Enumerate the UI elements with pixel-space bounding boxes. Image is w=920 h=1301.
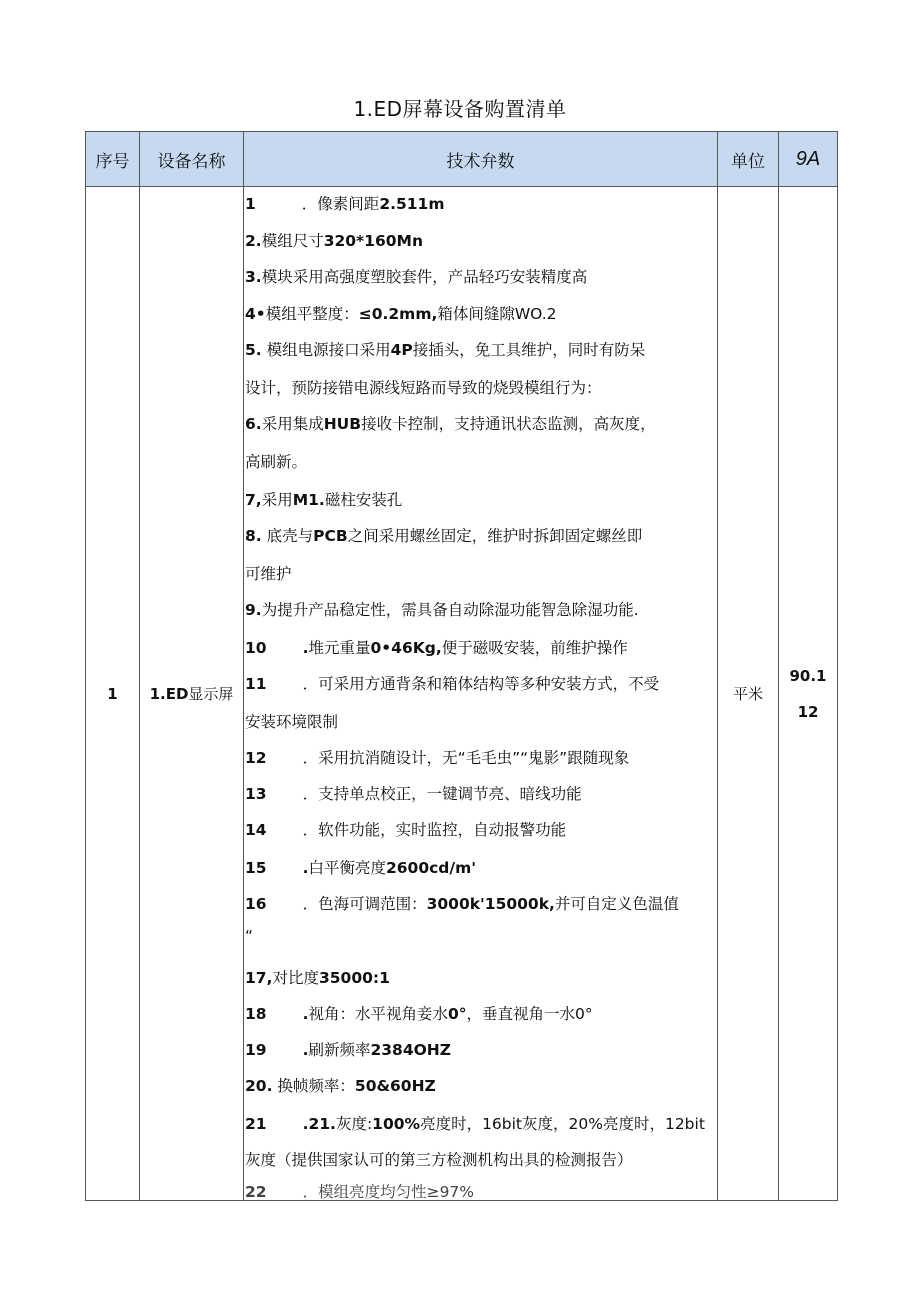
spec-line-value: ≤0.2mm,	[358, 305, 438, 323]
spec-line	[245, 563, 292, 585]
spec-line	[245, 857, 476, 879]
spec-line-text: 换帧频率：	[272, 1077, 355, 1095]
spec-line-number: 16	[245, 895, 267, 913]
spec-line-number: 14	[245, 821, 267, 839]
spec-line	[245, 525, 642, 547]
spec-line-text: ．可采用方通背条和箱体结构等多种安装方式，不受	[302, 675, 660, 693]
spec-line-number: 5.	[245, 341, 262, 359]
spec-line-text: 为提升产品稳定性，需具备自动除湿功能智急除湿功能.	[261, 601, 639, 619]
spec-line	[245, 266, 587, 288]
spec-line-tail: ，垂直视角一水0°	[466, 1005, 593, 1023]
spec-line-text: 设计，预防接错电源线短路而导致的烧毁模组行为：	[245, 379, 602, 397]
spec-line-number: 9.	[245, 601, 262, 619]
spec-line-number: 21	[245, 1115, 267, 1133]
spec-line-prefix: .21.	[302, 1115, 336, 1133]
spec-line	[245, 1181, 474, 1200]
qty-line-1: 90.1	[789, 666, 827, 685]
spec-line-text: 采用	[261, 491, 293, 509]
spec-line-number: 1	[245, 195, 256, 213]
spec-line	[245, 230, 423, 252]
spec-line	[245, 747, 629, 769]
spec-line-text: 采用集成	[261, 415, 324, 433]
spec-line-text: ．色海可调范围：	[302, 895, 427, 913]
header-unit: 单位	[718, 132, 779, 187]
spec-line-prefix: .	[302, 1005, 309, 1023]
spec-line-tail: 接收卡控制，支持通讯状态监测，高灰度，	[361, 415, 656, 433]
spec-line-number: 7,	[245, 491, 262, 509]
spec-line	[245, 893, 679, 915]
spec-line-value: 35000:1	[318, 969, 390, 987]
cell-name	[140, 187, 244, 1201]
spec-line-value: M1.	[292, 491, 325, 509]
spec-line-value: HUB	[323, 415, 362, 433]
spec-line-text: 模块采用高强度塑胶套件，产品轻巧安装精度高	[261, 268, 588, 286]
cell-qty	[779, 187, 838, 1201]
spec-line-number: 12	[245, 749, 267, 767]
spec-line	[245, 377, 602, 399]
spec-line	[245, 1039, 451, 1061]
spec-line-number: 13	[245, 785, 267, 803]
spec-line-text: 灰度（提供国家认可的第三方检测机构出具的检测报告）	[245, 1151, 633, 1169]
spec-line-value: 2600cd/m'	[385, 859, 476, 877]
spec-line-text: ．软件功能，实时监控，自动报警功能	[302, 821, 567, 839]
spec-line-text: 灰度:	[335, 1115, 373, 1133]
spec-line-text: ．采用抗消随设计，无“毛毛虫”“鬼影”跟随现象	[302, 749, 630, 767]
spec-line-value: 100%	[372, 1115, 421, 1133]
spec-line	[245, 193, 445, 215]
spec-line	[245, 711, 338, 733]
header-seq: 序号	[86, 132, 140, 187]
spec-line-text: 模组尺寸	[261, 232, 324, 250]
spec-line-value: 320*160Mn	[323, 232, 423, 250]
table-header-row	[86, 132, 838, 187]
spec-line	[245, 599, 639, 621]
header-spec: 技术弁数	[244, 132, 718, 187]
spec-line	[245, 339, 645, 361]
spec-line-tail: 磁柱安装孔	[324, 491, 403, 509]
spec-line	[245, 1113, 705, 1135]
spec-line-text: 模组电源接口采用	[261, 341, 391, 359]
spec-line-value: 50&60HZ	[354, 1077, 436, 1095]
spec-line-number: 11	[245, 675, 267, 693]
spec-line-number: 6.	[245, 415, 262, 433]
spec-line-value: 0°	[447, 1005, 467, 1023]
table-row	[86, 187, 838, 1201]
spec-line-number: 15	[245, 859, 267, 877]
spec-line-value: 4P	[390, 341, 413, 359]
spec-line	[245, 819, 566, 841]
spec-line-text: 白平衡亮度	[308, 859, 386, 877]
spec-line	[245, 925, 253, 947]
header-qty: 9A	[779, 132, 838, 187]
spec-line-text: 底壳与	[261, 527, 314, 545]
spec-line-text: ．像素间距	[301, 195, 380, 213]
spec-line-value: 0•46Kg,	[370, 639, 442, 657]
spec-line-text: ．支持单点校正，一键调节亮、暗线功能	[302, 785, 582, 803]
qty-line-2: 12	[797, 702, 819, 721]
spec-line-text: 高刷新。	[245, 453, 308, 471]
spec-line	[245, 303, 557, 325]
spec-line-text: 堆元重量	[308, 639, 371, 657]
spec-line-number: 8.	[245, 527, 262, 545]
cell-seq: 1	[86, 187, 140, 1201]
spec-line-number: 20.	[245, 1077, 273, 1095]
spec-line-tail: 亮度时，16bit灰度，20%亮度时，12bit	[420, 1115, 705, 1133]
cell-name-text: 显示屏	[188, 685, 234, 703]
equipment-table	[85, 131, 838, 1201]
spec-line-tail: 之间采用螺丝固定，维护时拆卸固定螺丝即	[347, 527, 643, 545]
cell-unit: 平米	[718, 187, 779, 1201]
document-title: 1.ED屏幕设备购置清单	[353, 97, 567, 121]
spec-line	[245, 1003, 593, 1025]
spec-line	[245, 1149, 633, 1171]
spec-line	[245, 637, 628, 659]
spec-lines	[244, 187, 717, 1200]
spec-line-number: 2.	[245, 232, 262, 250]
spec-line-text: “	[245, 927, 254, 945]
spec-line	[245, 451, 307, 473]
spec-line-number: 17,	[245, 969, 273, 987]
spec-line-value: PCB	[313, 527, 348, 545]
spec-line-value: 3000k'15000k,	[426, 895, 555, 913]
spec-line-text: 模组平整度：	[265, 305, 359, 323]
spec-line-text: ．模组亮度均匀性≥97%	[302, 1183, 475, 1200]
spec-line	[245, 967, 390, 989]
spec-line	[245, 1075, 436, 1097]
spec-line-tail: 便于磁吸安装，前维护操作	[441, 639, 628, 657]
spec-line-prefix: .	[302, 639, 309, 657]
spec-line-tail: 箱体间缝隙WO.2	[437, 305, 557, 323]
spec-line-number: 10	[245, 639, 267, 657]
spec-line-number: 19	[245, 1041, 267, 1059]
spec-line-text: 可维护	[245, 565, 292, 583]
spec-line-number: 18	[245, 1005, 267, 1023]
cell-name-num: 1.ED	[149, 685, 189, 703]
spec-line-value: 2384OHZ	[370, 1041, 452, 1059]
spec-line	[245, 413, 656, 435]
spec-line-prefix: .	[302, 1041, 309, 1059]
spec-line-value: 2.511m	[379, 195, 445, 213]
spec-line-prefix: .	[302, 859, 309, 877]
spec-line-tail: 并可自定义色温值	[554, 895, 679, 913]
spec-line-tail: 接插头，免工具维护，同时有防呆	[412, 341, 646, 359]
spec-line-number: 3.	[245, 268, 262, 286]
spec-line-text: 安装环境限制	[245, 713, 339, 731]
spec-line	[245, 673, 659, 695]
spec-line-text: 刷新频率	[308, 1041, 371, 1059]
spec-line-number: 4•	[245, 305, 266, 323]
spec-line	[245, 489, 402, 511]
spec-line-text: 对比度	[272, 969, 319, 987]
spec-line-number: 22	[245, 1183, 267, 1200]
header-name: 设备名称	[140, 132, 244, 187]
cell-spec	[244, 187, 718, 1201]
spec-line-text: 视角：水平视角妾水	[308, 1005, 448, 1023]
spec-line	[245, 783, 582, 805]
